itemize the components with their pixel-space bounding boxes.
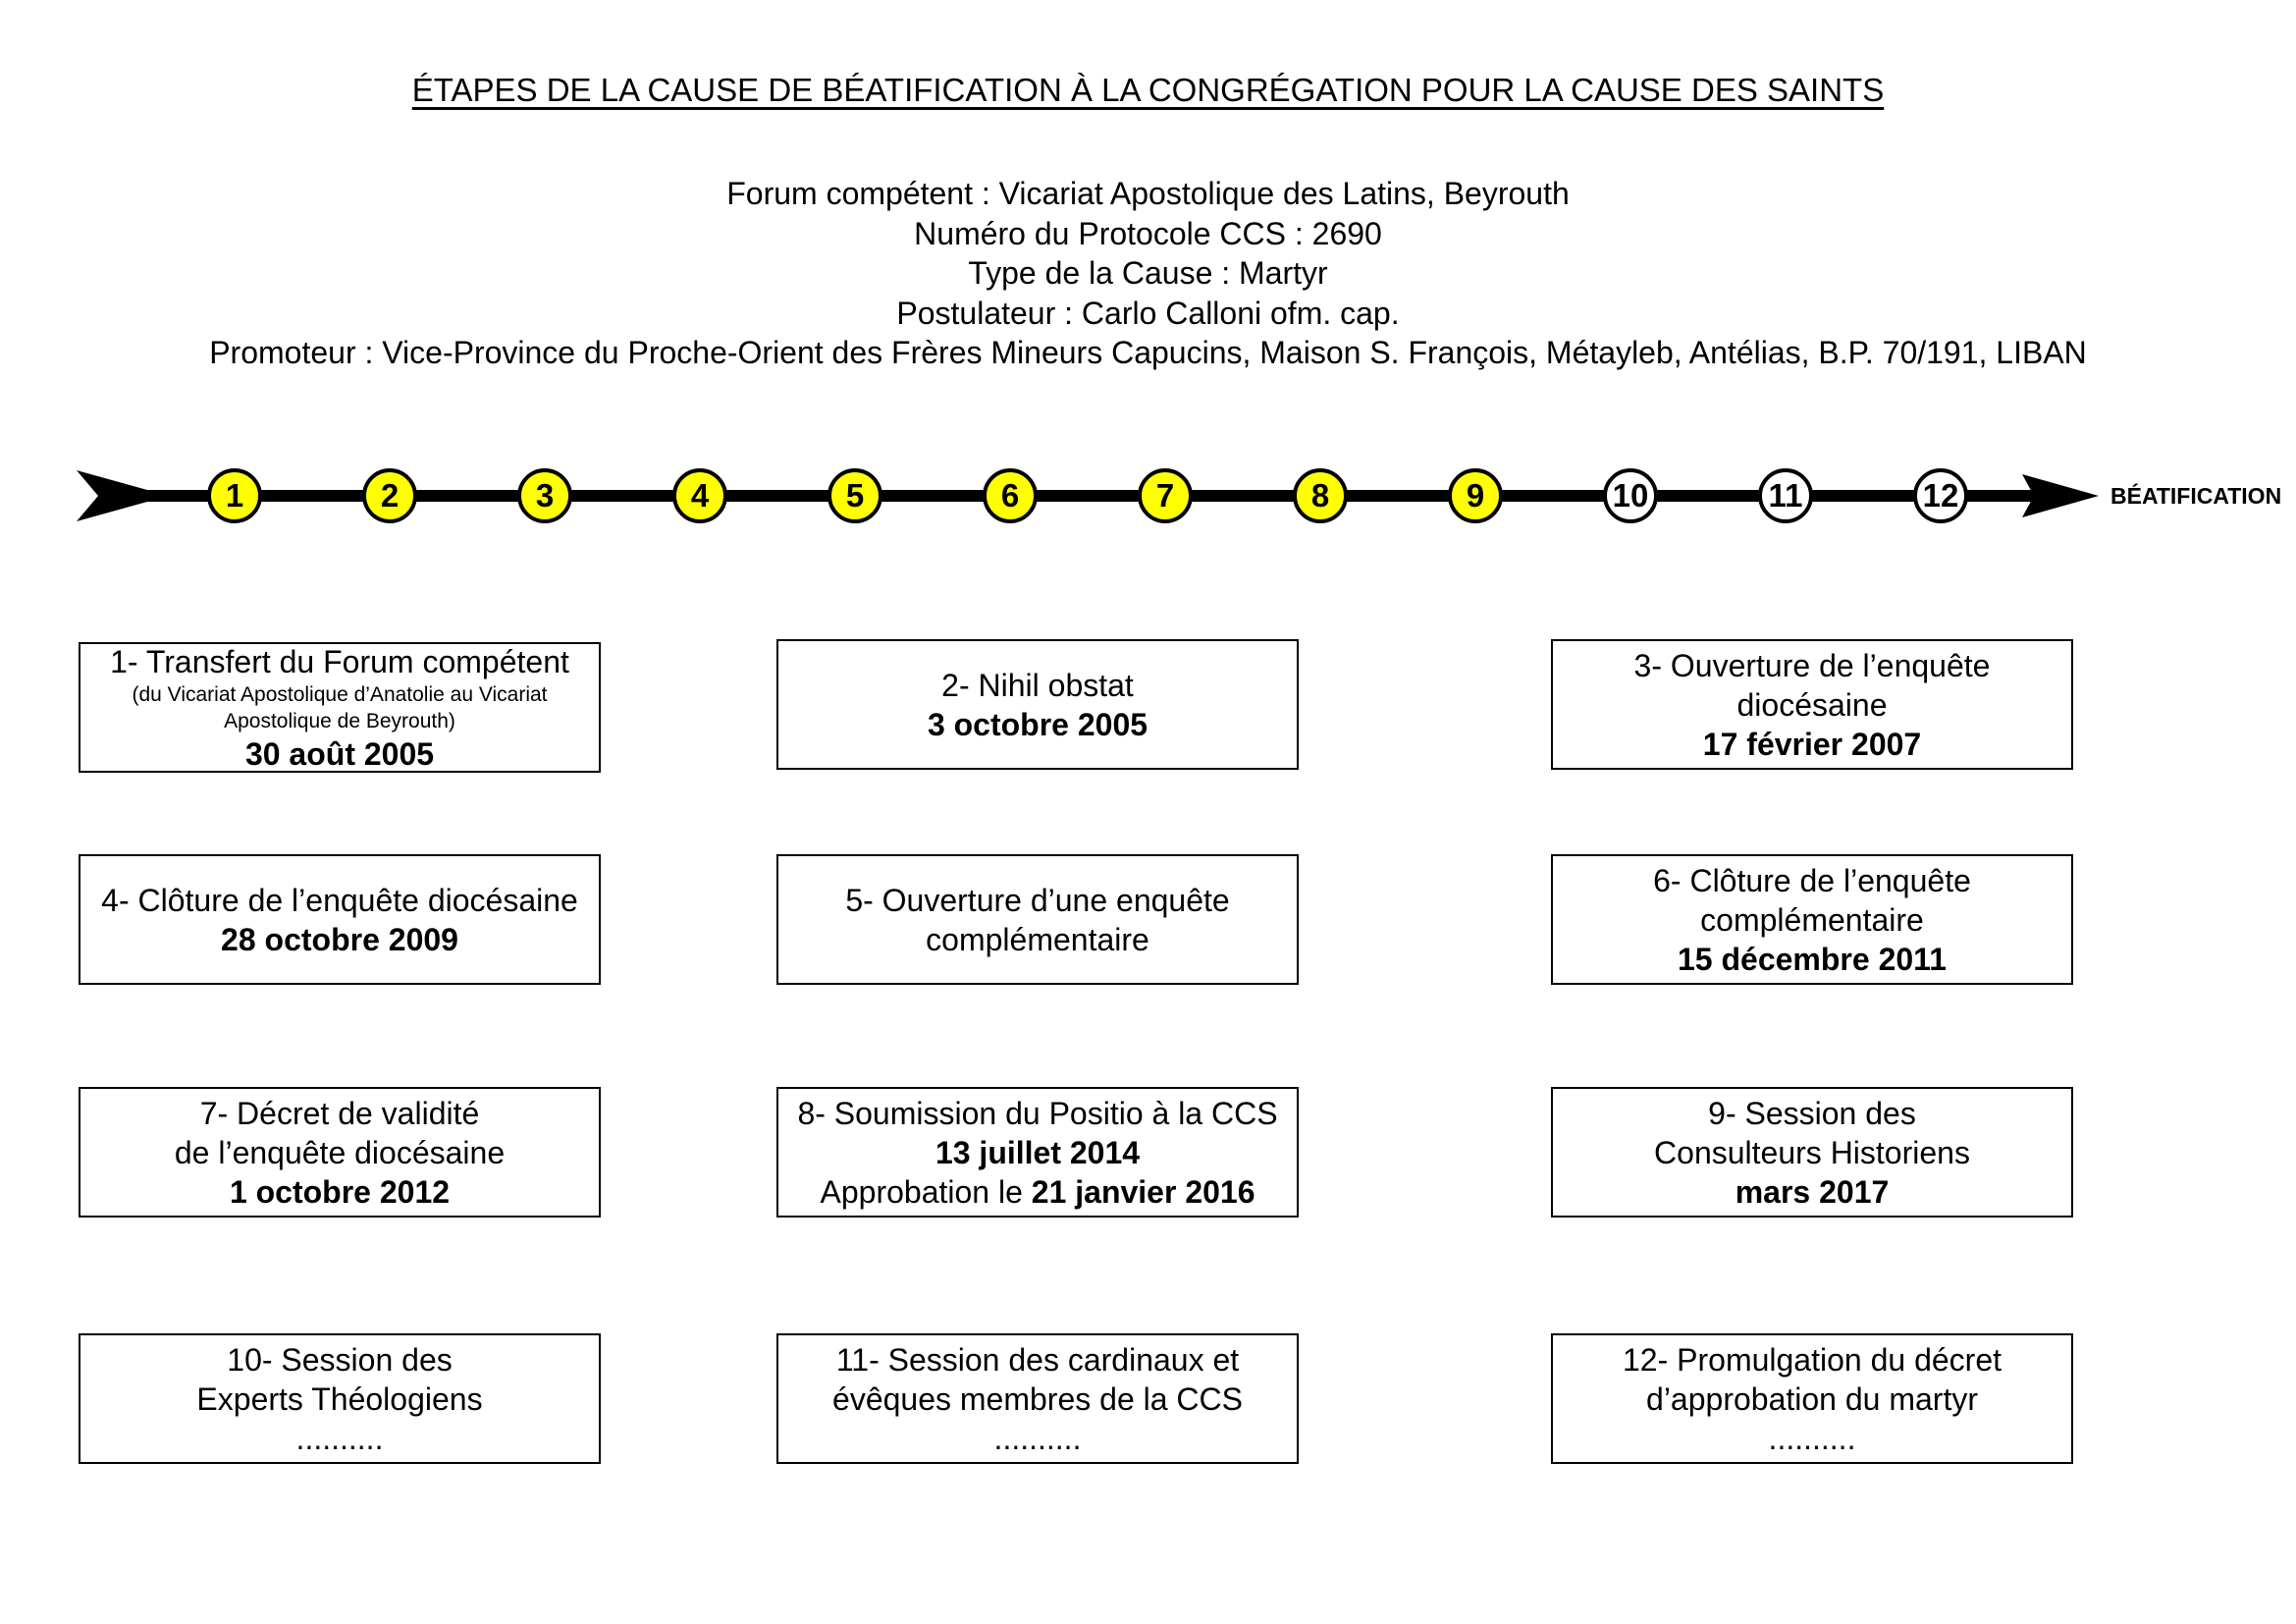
- timeline-node-5: 5: [828, 468, 882, 523]
- step-date: 3 octobre 2005: [927, 706, 1148, 742]
- step-title-cont: diocésaine: [1736, 686, 1888, 723]
- timeline-end-label: BÉATIFICATION: [2110, 483, 2282, 509]
- cause-info: [0, 174, 2296, 373]
- step-title: 9- Session des: [1708, 1095, 1916, 1131]
- step-box-1: [79, 642, 601, 773]
- step-note: (du Vicariat Apostolique d’Anatolie au Vicariat Apostolique de Beyrouth): [132, 682, 548, 732]
- step-title-cont: Experts Théologiens: [196, 1380, 483, 1417]
- timeline-node-9: 9: [1448, 468, 1503, 523]
- info-postulator: Postulateur : Carlo Calloni ofm. cap.: [896, 295, 1400, 331]
- timeline: [0, 442, 2296, 550]
- step-box-5: [776, 854, 1299, 985]
- step-box-12: [1551, 1333, 2073, 1464]
- info-cause-type: Type de la Cause : Martyr: [968, 255, 1328, 291]
- timeline-node-12: 12: [1913, 468, 1968, 523]
- step-box-3: [1551, 639, 2073, 770]
- step-date: 13 juillet 2014: [934, 1134, 1141, 1170]
- info-promoter: Promoteur : Vice-Province du Proche-Orient des Frères Mineurs Capucins, Maison S. François, Métayleb, Antélias, B.P. 70/191, LIBAN: [209, 335, 2087, 370]
- step-title: 3- Ouverture de l’enquête: [1633, 647, 1991, 683]
- step-box-2: [776, 639, 1299, 770]
- step-box-7: [79, 1087, 601, 1218]
- step-date: 15 décembre 2011: [1678, 941, 1947, 977]
- step-title: 8- Soumission du Positio à la CCS: [797, 1095, 1278, 1131]
- timeline-tail: [77, 470, 147, 521]
- timeline-node-8: 8: [1293, 468, 1348, 523]
- step-title-cont: d’approbation du martyr: [1646, 1380, 1978, 1417]
- step-title: 6- Clôture de l’enquête: [1653, 862, 1971, 898]
- timeline-node-1: 1: [207, 468, 262, 523]
- timeline-node-4: 4: [672, 468, 727, 523]
- step-title-cont: évêques membres de la CCS: [832, 1380, 1243, 1417]
- step-title: 11- Session des cardinaux et: [835, 1341, 1240, 1378]
- step-title: 7- Décret de validité: [199, 1095, 480, 1131]
- step-date: 28 octobre 2009: [221, 921, 458, 957]
- step-approval: Approbation le 21 janvier 2016: [820, 1173, 1255, 1210]
- step-box-4: [79, 854, 601, 985]
- timeline-node-3: 3: [517, 468, 572, 523]
- timeline-node-6: 6: [983, 468, 1038, 523]
- step-box-9: [1551, 1087, 2073, 1218]
- timeline-node-7: 7: [1138, 468, 1193, 523]
- step-title: 12- Promulgation du décret: [1623, 1341, 2002, 1378]
- step-title: 10- Session des: [227, 1341, 453, 1378]
- step-date: mars 2017: [1735, 1173, 1890, 1210]
- step-title-cont: Consulteurs Historiens: [1654, 1134, 1970, 1170]
- step-placeholder: ..........: [1768, 1420, 1856, 1456]
- step-box-10: [79, 1333, 601, 1464]
- info-protocol: Numéro du Protocole CCS : 2690: [914, 215, 1382, 251]
- step-placeholder: ..........: [993, 1420, 1082, 1456]
- step-title: 4- Clôture de l’enquête diocésaine: [101, 882, 578, 918]
- step-box-6: [1551, 854, 2073, 985]
- step-title: 1- Transfert du Forum compétent: [110, 643, 569, 679]
- step-title: 5- Ouverture d’une enquête: [845, 882, 1230, 918]
- step-date: 17 février 2007: [1702, 726, 1922, 762]
- step-title-cont: de l’enquête diocésaine: [174, 1134, 506, 1170]
- step-title-cont: complémentaire: [926, 921, 1149, 957]
- info-forum: Forum compétent : Vicariat Apostolique des Latins, Beyrouth: [726, 176, 1570, 211]
- timeline-node-10: 10: [1603, 468, 1658, 523]
- step-title-cont: complémentaire: [1700, 901, 1924, 938]
- page-title: ÉTAPES DE LA CAUSE DE BÉATIFICATION À LA CONGRÉGATION POUR LA CAUSE DES SAINTS: [411, 72, 1885, 108]
- step-box-11: [776, 1333, 1299, 1464]
- timeline-node-11: 11: [1758, 468, 1813, 523]
- step-date: 1 octobre 2012: [229, 1173, 451, 1210]
- step-date: 30 août 2005: [244, 735, 435, 772]
- timeline-node-2: 2: [362, 468, 417, 523]
- step-title: 2- Nihil obstat: [941, 667, 1134, 703]
- step-box-8: [776, 1087, 1299, 1218]
- step-placeholder: ..........: [295, 1420, 384, 1456]
